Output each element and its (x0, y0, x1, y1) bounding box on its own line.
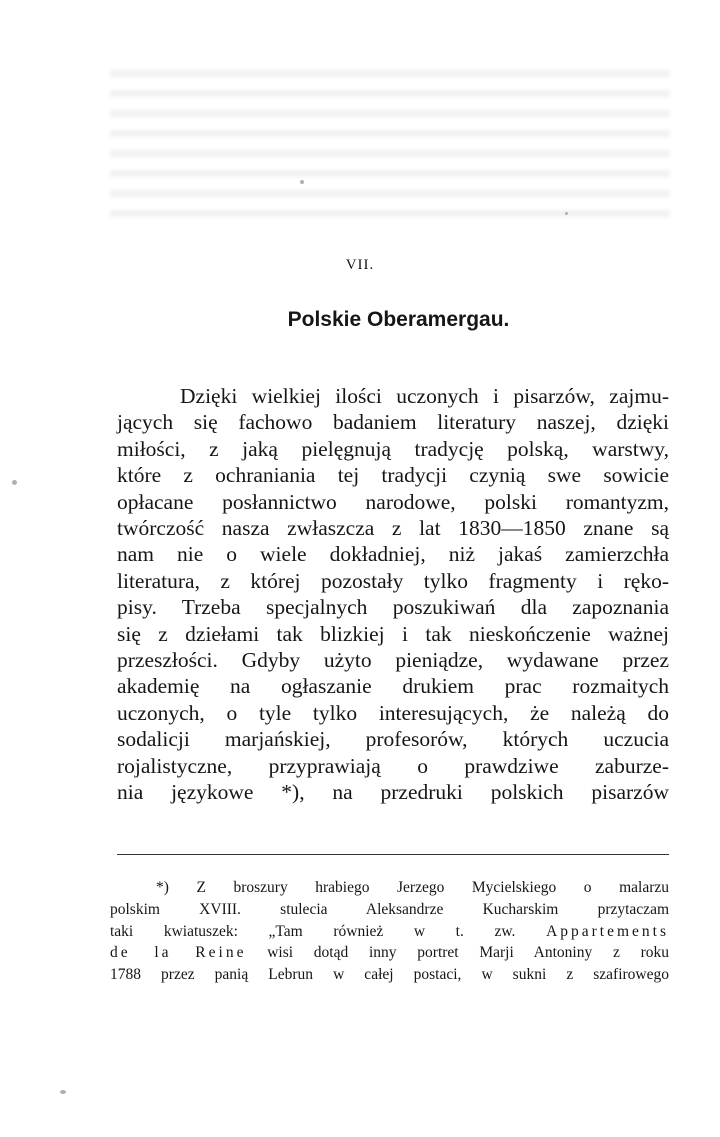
text-line: akademię na ogłaszanie drukiem prac rozmaitych (117, 674, 669, 699)
text-line: nia językowe *), na przedruki polskich pisarzów (117, 780, 669, 805)
footnote-spaced-text: de la Reine (110, 944, 247, 962)
text-line: jących się fachowo badaniem literatury naszej, dzięki (117, 410, 669, 435)
footnote-line (110, 942, 669, 964)
footnote-line (110, 921, 669, 943)
body-text (117, 383, 669, 806)
text-line: Dzięki wielkiej ilości uczonych i pisarzów, zajmu- (180, 384, 669, 408)
text-line: miłości, z jaką pielęgnują tradycję polską, warstwy, (117, 436, 669, 461)
text-line: literatura, z której pozostały tylko fragmenty i ręko- (117, 568, 669, 593)
chapter-title: Polskie Oberamergau. (287, 308, 510, 331)
footnote-separator (117, 854, 669, 855)
footnote-text: wisi dotąd inny portret Marji Antoniny z roku (267, 944, 669, 962)
text-line: nam nie o wiele dokładniej, niż jakaś zamierzchła (117, 542, 669, 567)
paper-speck (300, 180, 304, 184)
paper-speck (565, 212, 568, 215)
text-line: sodalicji marjańskiej, profesorów, których uczucia (117, 727, 669, 752)
text-line: pisy. Trzeba specjalnych poszukiwań dla zapoznania (117, 595, 669, 620)
footnote-text: taki kwiatuszek: „Tam również w t. zw. (110, 922, 516, 940)
footnote-spaced-text: Appartements (546, 922, 670, 940)
footnote-line: 1788 przez panią Lebrun w całej postaci, w sukni z szafirowego (110, 966, 669, 984)
text-line: się z dziełami tak blizkiej i tak nieskończenie ważnej (117, 621, 669, 646)
chapter-number: VII. (345, 257, 375, 273)
text-line: opłacane posłannictwo narodowe, polski romantyzm, (117, 489, 669, 514)
text-line: twórczość nasza zwłaszcza z lat 1830—1850 znane są (117, 516, 669, 541)
text-line: rojalistyczne, przyprawiają o prawdziwe zaburze- (117, 753, 669, 778)
footnote-line: polskim XVIII. stulecia Aleksandrze Kucharskim przytaczam (110, 900, 669, 918)
paper-speck (12, 480, 17, 485)
footnote (110, 877, 669, 986)
text-line: przeszłości. Gdyby użyto pieniądze, wydawane przez (117, 648, 669, 673)
text-line: uczonych, o tyle tylko interesujących, że należą do (117, 700, 669, 725)
bleed-through-text (110, 70, 670, 230)
footnote-line: *) Z broszury hrabiego Jerzego Mycielskiego o malarzu (156, 879, 669, 896)
paper-speck (60, 1090, 66, 1094)
text-line: które z ochraniania tej tradycji czynią swe sowicie (117, 463, 669, 488)
